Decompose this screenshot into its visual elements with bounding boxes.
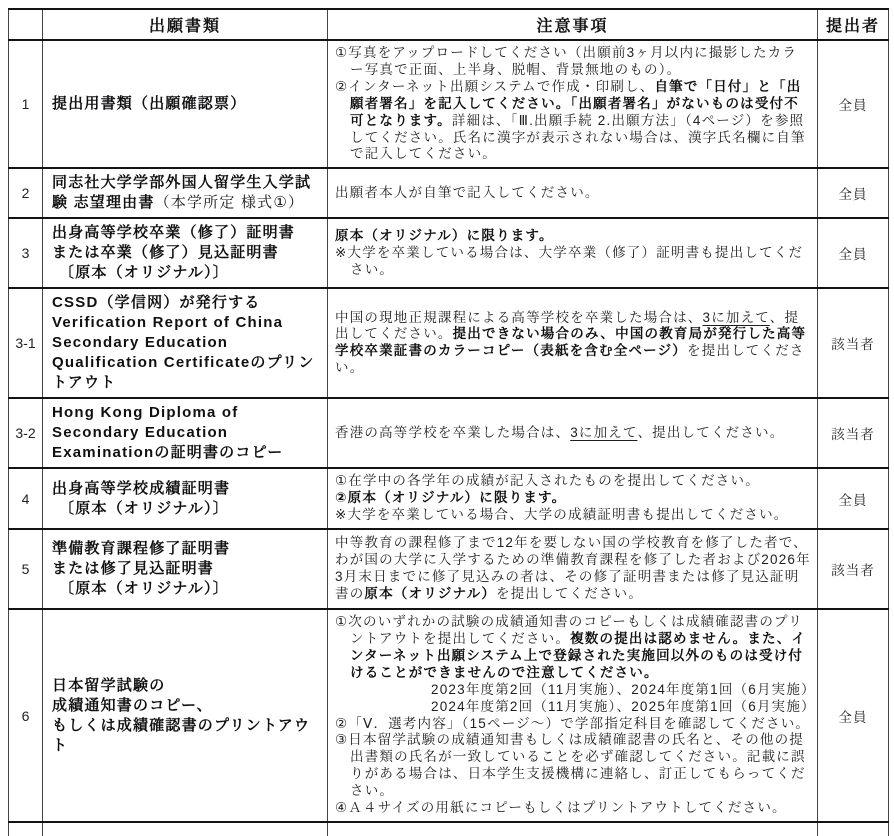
notes-cell [328,168,818,218]
table-row [9,468,889,529]
header-row [9,9,889,40]
table-row [9,288,889,398]
text-segment: Verification Report of China [52,314,284,332]
row-number: 5 [9,529,43,609]
text-segment: を提出してください。 [335,343,805,376]
text-segment: Secondary Education [52,424,229,442]
text-segment: ②「Ⅴ．選考内容」（15ページ～）で学部指定科目を確認してください。 [335,715,811,731]
row-number: 2 [9,168,43,218]
application-documents-table [8,8,889,836]
note-paragraph [335,310,811,378]
note-paragraph [335,45,811,79]
document-title-line [52,173,321,213]
document-title-line [52,443,321,463]
document-title-line [52,353,321,393]
text-segment: 出身高等学校卒業（修了）証明書 [52,224,296,242]
row-number: 3 [9,218,43,288]
header-notes: 注意事項 [328,9,818,40]
text-segment: 2024年度第2回（11月実施）、2025年度第1回（6月実施） [431,698,816,714]
text-segment: 原本（オリジナル） [364,585,497,601]
document-title-line [52,479,321,499]
note-paragraph [335,716,811,733]
table-row [9,398,889,468]
text-segment: または修了見込証明書 [52,560,215,578]
submitter-cell: 該当者 [818,398,889,468]
text-segment: 原本（オリジナル）に限ります。 [335,227,554,243]
header-documents: 出願書類 [43,9,328,40]
text-segment: 自筆で「日付」と「出願者署名」を記入してください。「出願者署名」がないものは受付不可となります。 [350,78,802,128]
table-row [9,609,889,822]
header-no [9,9,43,40]
text-segment: または卒業（修了）見込証明書 [52,244,279,262]
document-title-line [52,423,321,443]
text-segment: 提出用書類（出願確認票） [52,95,247,113]
document-title-cell [43,609,328,822]
text-segment: 提出できない場合のみ、中国の教育局が発行した高等学校卒業証書のカラーコピー（表紙を含む全ページ） [335,326,807,359]
document-title-line [52,716,321,756]
text-segment: ①在学中の各学年の成績が記入されたものを提出してください。 [335,473,760,489]
text-segment: ②インターネット出願システムで作成・印刷し、 [335,78,655,94]
note-paragraph [335,425,811,442]
text-segment: ④Ａ４サイズの用紙にコピーもしくはプリントアウトしてください。 [335,800,787,816]
note-paragraph [335,490,811,507]
text-segment: ③日本留学試験の成績通知書もしくは成績確認書の氏名と、その他の提出書類の氏名が一致していることを必ず確認してください。記載に誤りがある場合は、日本学生支援機構に連絡し、訂正してもらってください。 [335,732,806,799]
document-title-cell [43,218,328,288]
note-paragraph [335,614,811,682]
document-title-line [52,499,321,519]
note-paragraph [335,535,811,603]
submitter-cell: 全員 [818,468,889,529]
document-title-cell [43,168,328,218]
header-submitter: 提出者 [818,9,889,40]
row-number: 3-1 [9,288,43,398]
text-segment: ②原本（オリジナル）に限ります。 [335,490,567,506]
document-title-line [52,263,321,283]
document-title-line [52,559,321,579]
document-title-cell [43,468,328,529]
text-segment: もしくは成績確認書のプリントアウト [52,716,311,754]
submitter-cell: 該当者 [818,288,889,398]
table-row [9,218,889,288]
notes-cell [328,609,818,822]
text-segment: 〔原本（オリジナル）〕 [59,580,229,598]
document-title-cell [43,822,328,836]
note-paragraph [335,698,816,716]
submitter-cell [818,822,889,836]
text-segment: 出願者本人が自筆で記入してください。 [335,184,600,200]
note-paragraph [335,800,811,817]
row-number: 4 [9,468,43,529]
document-title-line [52,333,321,353]
text-segment: Hong Kong Diploma of [52,404,239,422]
note-paragraph [335,228,811,245]
text-segment: （本学所定 様式①） [154,194,305,212]
row-number [9,822,43,836]
row-number: 1 [9,40,43,168]
notes-cell [328,822,818,836]
document-title-line [52,676,321,696]
text-segment: 出身高等学校成績証明書 [52,479,231,497]
text-segment: Qualification Certificateのプリントアウト [52,354,315,392]
note-paragraph [335,507,811,524]
table-row [9,529,889,609]
note-paragraph [335,245,811,279]
document-title-line [52,696,321,716]
table-body [9,40,889,836]
text-segment: Examinationの証明書のコピー [52,444,284,462]
text-segment: Secondary Education [52,334,229,352]
notes-cell [328,529,818,609]
table-row [9,168,889,218]
document-title-line [52,293,321,313]
text-segment: 、提出してください。 [637,424,785,440]
partial-cutoff-row [9,822,889,836]
text-segment: 準備教育課程修了証明書 [52,540,231,558]
text-segment: ※大学を卒業している場合は、大学卒業（修了）証明書も提出してください。 [335,244,804,277]
document-title-line [52,94,321,114]
note-paragraph [335,79,811,164]
text-segment: 3に加えて [570,424,638,440]
text-segment: CSSD（学信网）が発行する [52,294,261,312]
document-title-line [52,403,321,423]
notes-cell [328,468,818,529]
document-title-cell [43,288,328,398]
document-title-cell [43,529,328,609]
document-title-line [52,313,321,333]
notes-cell [328,218,818,288]
document-title-line [52,223,321,243]
text-segment: 〔原本（オリジナル）〕 [59,499,229,517]
table-row [9,40,889,168]
note-paragraph [335,681,816,699]
submitter-cell: 該当者 [818,529,889,609]
note-paragraph [335,732,811,800]
document-title-line [52,539,321,559]
submitter-cell: 全員 [818,168,889,218]
row-number: 3-2 [9,398,43,468]
text-segment: 、提出してください。 [335,309,800,342]
notes-cell [328,40,818,168]
text-segment: 複数の提出は認めません。また、インターネット出願システム上で登録された実施回以外のものは受け付けることができませんので注意してください。 [350,630,807,680]
text-segment: 日本留学試験の [52,676,166,694]
text-segment: 中等教育の課程修了まで12年を要しない国の学校教育を修了した者で、わが国の大学に入学するための準備教育課程を修了した者および2026年3月末日までに修了見込みの者は、その修了証明書または修了見込証明書の [335,535,811,601]
text-segment: 2023年度第2回（11月実施）、2024年度第1回（6月実施） [431,681,816,697]
notes-cell [328,288,818,398]
text-segment: ①次のいずれかの試験の成績通知書のコピーもしくは成績確認書のプリントアウトを提出してください。 [335,614,803,646]
document-title-cell [43,398,328,468]
note-paragraph [335,185,811,202]
submitter-cell: 全員 [818,218,889,288]
submitter-cell: 全員 [818,609,889,822]
text-segment: ※大学を卒業している場合、大学の成績証明書も提出してください。 [335,507,789,523]
text-segment: 成績通知書のコピー、 [52,696,213,714]
text-segment: を提出してください。 [496,585,644,601]
text-segment: ①写真をアップロードしてください（出願前3ヶ月以内に撮影したカラー写真で正面、上半身、脱帽、背景無地のもの）。 [335,45,798,77]
text-segment: 〔原本（オリジナル）〕 [59,264,229,282]
text-segment: 中国の現地正規課程による高等学校を卒業した場合は、 [335,309,703,325]
document-title-line [52,579,321,599]
text-segment: 同志社大学学部外国人留学生入学試験 志望理由書 [52,174,312,212]
note-paragraph [335,473,811,490]
document-title-line [52,243,321,263]
document-title-cell [43,40,328,168]
submitter-cell: 全員 [818,40,889,168]
text-segment: 香港の高等学校を卒業した場合は、 [335,424,571,440]
row-number: 6 [9,609,43,822]
text-segment: 詳細は、「Ⅲ.出願手続 2.出願方法」（4ページ）を参照してください。氏名に漢字が表示されない場合は、漢字氏名欄に自筆で記入してください。 [350,112,806,162]
text-segment: 3に加えて [702,309,770,325]
notes-cell [328,398,818,468]
